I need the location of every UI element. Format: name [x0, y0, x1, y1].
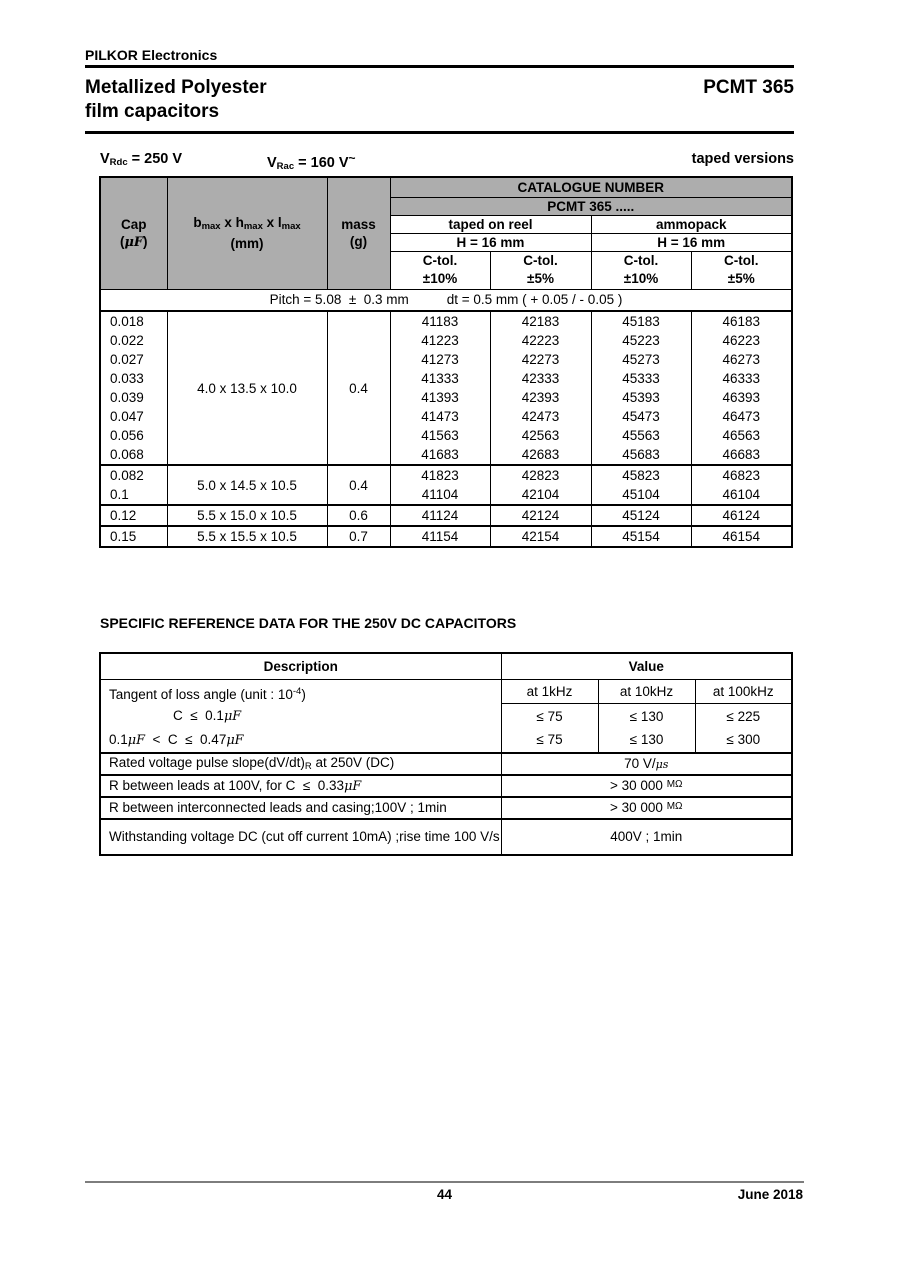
- catalogue-number: 45124: [622, 508, 660, 523]
- header-taped-on-reel: taped on reel: [390, 215, 591, 233]
- catalogue-number: 42563: [521, 428, 560, 443]
- catalogue-number: 41473: [421, 409, 459, 424]
- page-number: 44: [436, 1187, 453, 1202]
- cap-values-cell: [100, 505, 167, 526]
- cap-value: 0.068: [110, 447, 144, 462]
- catalogue-number: 45683: [622, 447, 660, 462]
- catalogue-number: 46124: [722, 508, 761, 523]
- catalogue-number: 45154: [622, 529, 660, 544]
- cap-value: 0.082: [110, 468, 144, 483]
- catalogue-number-cell: [591, 526, 691, 547]
- tangent-description-cell: [100, 679, 501, 753]
- tangent-value: ≤ 75: [501, 704, 598, 729]
- catalogue-number: 41223: [421, 333, 459, 348]
- mass-cell: 0.7: [327, 526, 390, 547]
- catalogue-number-cell: [591, 505, 691, 526]
- spec-table: [99, 652, 793, 856]
- catalogue-block-row: [100, 465, 792, 505]
- catalogue-number-cell: [490, 311, 591, 465]
- header-h-ammopack: H = 16 mm: [591, 233, 792, 251]
- tangent-label: Tangent of loss angle (unit : $10^{-4}$): [109, 685, 306, 702]
- catalogue-number: 46104: [722, 487, 761, 502]
- catalogue-number: 46333: [722, 371, 761, 386]
- catalogue-number: 45393: [622, 390, 660, 405]
- catalogue-number: 42273: [521, 352, 560, 367]
- catalogue-number: 45823: [622, 468, 660, 483]
- freq-header-10khz: at 10kHz: [598, 679, 695, 704]
- header-ctol-5-ammo: C-tol. ±5%: [691, 251, 792, 289]
- header-dimensions: bmax x hmax x lmax (mm): [167, 177, 327, 289]
- catalogue-number: 41124: [421, 508, 459, 523]
- header-mass: mass (g): [327, 177, 390, 289]
- catalogue-number-cell: [490, 465, 591, 505]
- header-catalogue-number: CATALOGUE NUMBER: [390, 177, 792, 197]
- catalogue-number: 45104: [622, 487, 660, 502]
- catalogue-number: 45273: [622, 352, 660, 367]
- spec-header-value: Value: [501, 653, 792, 679]
- spec-row-r-casing: R between interconnected leads and casing;100V ; 1min: [100, 797, 501, 819]
- catalogue-number: 42223: [521, 333, 560, 348]
- cap-value: 0.1: [110, 487, 129, 502]
- catalogue-number: 45563: [622, 428, 660, 443]
- header-rule-bottom: [85, 131, 794, 134]
- catalogue-number-cell: [691, 505, 792, 526]
- cap-value: 0.056: [110, 428, 144, 443]
- dimensions-cell: 5.5 x 15.5 x 10.5: [167, 526, 327, 547]
- pitch-note: Pitch = 5.08 ± 0.3 mm dt = 0.5 mm ( + 0.05 / - 0.05 ): [100, 289, 792, 311]
- product-code: PCMT 365: [703, 77, 794, 98]
- catalogue-number: 42823: [521, 468, 560, 483]
- footer-rule: [85, 1181, 804, 1183]
- tangent-condition-2: 0.1μF < C ≤ 0.47μF: [109, 731, 244, 748]
- catalogue-number: 42154: [521, 529, 560, 544]
- catalogue-number-cell: [691, 311, 792, 465]
- catalogue-table: [99, 176, 793, 548]
- catalogue-number: 46683: [722, 447, 761, 462]
- title-row: [85, 76, 794, 124]
- catalogue-number: 42124: [521, 508, 560, 523]
- catalogue-number: 42393: [521, 390, 560, 405]
- cap-values-cell: [100, 526, 167, 547]
- catalogue-number-cell: [591, 465, 691, 505]
- cap-value: 0.039: [110, 390, 144, 405]
- footer-date: June 2018: [737, 1187, 803, 1202]
- header-series: PCMT 365 .....: [390, 197, 792, 215]
- catalogue-number-cell: [390, 526, 490, 547]
- catalogue-number-cell: [490, 505, 591, 526]
- catalogue-number: 42683: [521, 447, 560, 462]
- catalogue-number: 45473: [622, 409, 660, 424]
- catalogue-number: 41154: [421, 529, 459, 544]
- freq-header-100khz: at 100kHz: [695, 679, 792, 704]
- catalogue-number: 46823: [722, 468, 761, 483]
- catalogue-number: 41823: [421, 468, 459, 483]
- catalogue-table-body: [100, 311, 792, 547]
- header-cap: Cap (μF): [100, 177, 167, 289]
- catalogue-number-cell: [390, 465, 490, 505]
- tangent-value: ≤ 300: [695, 728, 792, 753]
- spec-row-pulse-slope: Rated voltage pulse slope(dV/dt)R at 250V (DC): [100, 753, 501, 775]
- spec-value-r-casing: > 30 000 $^{M\Omega}$: [501, 797, 792, 819]
- catalogue-number: 46393: [722, 390, 761, 405]
- company-name: PILKOR Electronics: [85, 47, 218, 63]
- catalogue-number: 41183: [421, 314, 459, 329]
- header-ammopack: ammopack: [591, 215, 792, 233]
- catalogue-number: 46154: [722, 529, 761, 544]
- catalogue-block-row: [100, 505, 792, 526]
- ratings-line: [85, 151, 794, 171]
- tangent-value: ≤ 130: [598, 728, 695, 753]
- catalogue-block-row: [100, 526, 792, 547]
- mass-cell: 0.6: [327, 505, 390, 526]
- catalogue-number: 41563: [421, 428, 459, 443]
- spec-row-withstanding: Withstanding voltage DC (cut off current 10mA) ;rise time 100 V/s: [100, 819, 501, 855]
- catalogue-number-cell: [691, 465, 792, 505]
- header-h-taped: H = 16 mm: [390, 233, 591, 251]
- cap-value: 0.033: [110, 371, 144, 386]
- catalogue-number: 42333: [521, 371, 560, 386]
- spec-value-pulse-slope: 70 V/μs: [501, 753, 792, 775]
- catalogue-number: 45183: [622, 314, 660, 329]
- dimensions-cell: 4.0 x 13.5 x 10.0: [167, 311, 327, 465]
- cap-value: 0.047: [110, 409, 144, 424]
- spec-value-withstanding: 400V ; 1min: [501, 819, 792, 855]
- mass-cell: 0.4: [327, 465, 390, 505]
- title-line-1: Metallized Polyester: [85, 77, 267, 98]
- catalogue-number: 46223: [722, 333, 761, 348]
- catalogue-number-cell: [591, 311, 691, 465]
- tangent-value: ≤ 75: [501, 728, 598, 753]
- cap-value: 0.12: [110, 508, 137, 523]
- catalogue-number-cell: [490, 526, 591, 547]
- catalogue-number: 41333: [421, 371, 459, 386]
- tangent-value: ≤ 225: [695, 704, 792, 729]
- vrac-rating: VRac = 160 V~: [267, 151, 356, 172]
- catalogue-number: 46273: [722, 352, 761, 367]
- header-ctol-10-reel: C-tol. ±10%: [390, 251, 490, 289]
- cap-value: 0.018: [110, 314, 144, 329]
- spec-value-r-leads: > 30 000 $^{M\Omega}$: [501, 775, 792, 797]
- catalogue-number-cell: [390, 311, 490, 465]
- title-line-2: film capacitors: [85, 101, 220, 122]
- catalogue-number: 41104: [421, 487, 459, 502]
- header-ctol-10-ammo: C-tol. ±10%: [591, 251, 691, 289]
- spec-row-r-leads: R between leads at 100V, for C ≤ 0.33μF: [100, 775, 501, 797]
- catalogue-number: 46563: [722, 428, 761, 443]
- taped-versions-label: taped versions: [691, 151, 794, 167]
- catalogue-number: 45223: [622, 333, 660, 348]
- header-rule-top: [85, 65, 794, 68]
- tangent-condition-1: C ≤ 0.1μF: [173, 707, 242, 724]
- spec-section-title: SPECIFIC REFERENCE DATA FOR THE 250V DC CAPACITORS: [100, 615, 517, 631]
- catalogue-number: 46183: [722, 314, 761, 329]
- dimensions-cell: 5.0 x 14.5 x 10.5: [167, 465, 327, 505]
- dimensions-cell: 5.5 x 15.0 x 10.5: [167, 505, 327, 526]
- header-ctol-5-reel: C-tol. ±5%: [490, 251, 591, 289]
- document-title: [85, 76, 267, 124]
- catalogue-number: 41683: [421, 447, 459, 462]
- catalogue-number: 41273: [421, 352, 459, 367]
- cap-value: 0.15: [110, 529, 137, 544]
- catalogue-number: 42183: [521, 314, 560, 329]
- spec-header-description: Description: [100, 653, 501, 679]
- freq-header-1khz: at 1kHz: [501, 679, 598, 704]
- vrdc-rating: VRdc = 250 V: [100, 151, 183, 168]
- footer: [85, 1187, 804, 1205]
- cap-value: 0.022: [110, 333, 144, 348]
- catalogue-number: 42473: [521, 409, 560, 424]
- tangent-value: ≤ 130: [598, 704, 695, 729]
- catalogue-number-cell: [390, 505, 490, 526]
- catalogue-number: 42104: [521, 487, 560, 502]
- catalogue-block-row: [100, 311, 792, 465]
- catalogue-number-cell: [691, 526, 792, 547]
- mass-cell: 0.4: [327, 311, 390, 465]
- cap-values-cell: [100, 311, 167, 465]
- catalogue-number: 41393: [421, 390, 459, 405]
- catalogue-number: 46473: [722, 409, 761, 424]
- catalogue-number: 45333: [622, 371, 660, 386]
- cap-value: 0.027: [110, 352, 144, 367]
- cap-values-cell: [100, 465, 167, 505]
